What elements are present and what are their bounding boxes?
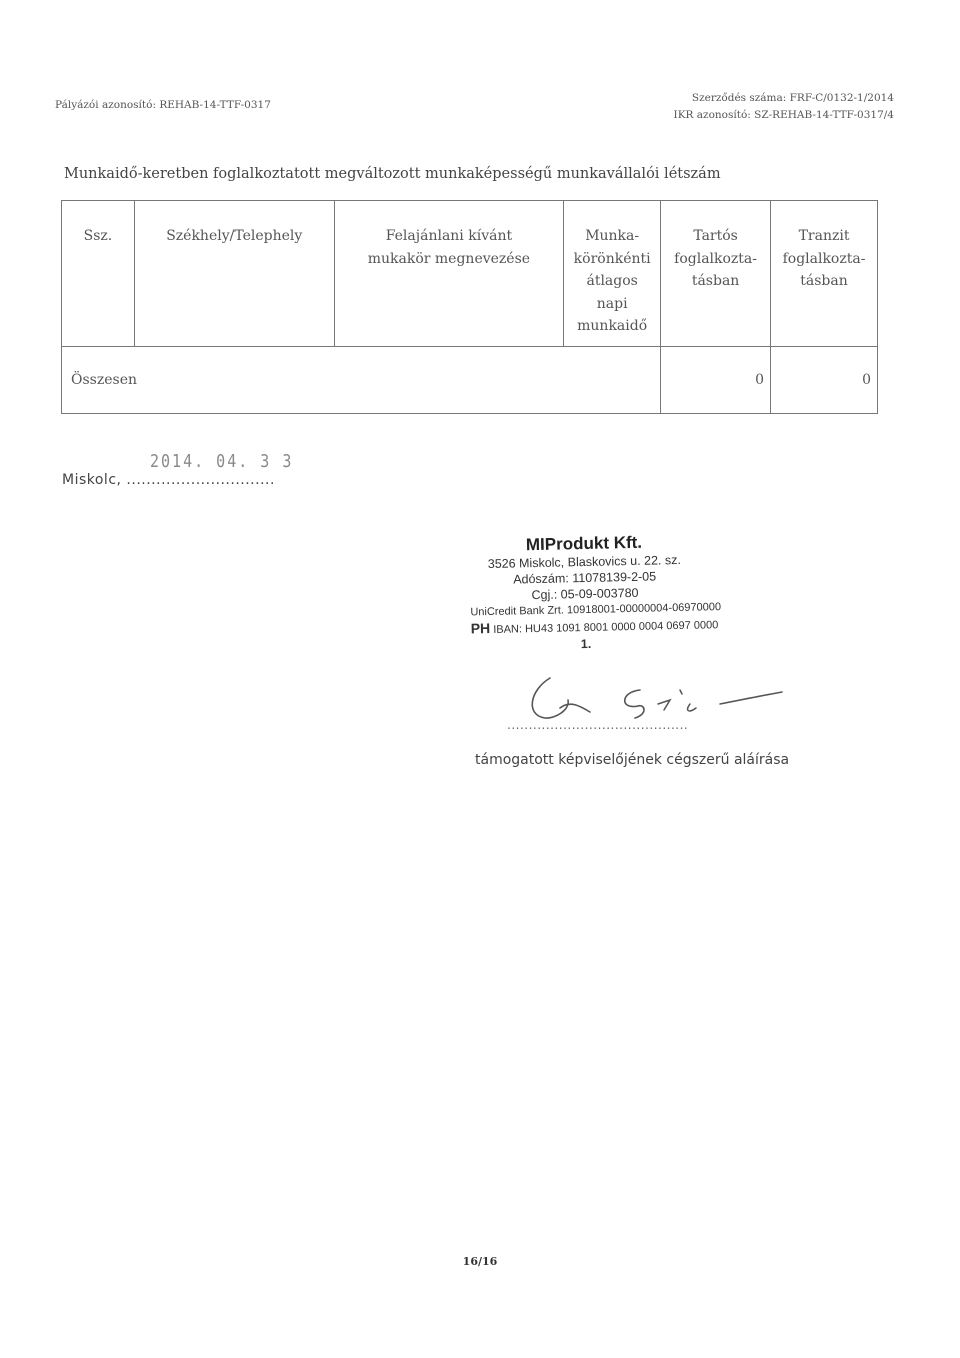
header-munkaido: Munka- körönkénti átlagos napi munkaidő	[564, 201, 661, 347]
total-tranzit: 0	[771, 347, 878, 414]
ikr-id: IKR azonosító: SZ-REHAB-14-TTF-0317/4	[673, 109, 894, 121]
stamp-iban: IBAN: HU43 1091 8001 0000 0004 0697 0000	[493, 619, 719, 636]
header-tranzit: Tranzit foglalkozta- tásban	[771, 201, 878, 347]
header-tartos: Tartós foglalkozta- tásban	[661, 201, 771, 347]
stamp-company-name: MIProdukt Kft.	[525, 532, 643, 555]
contract-info	[674, 90, 894, 124]
header-szekhely: Székhely/Telephely	[134, 201, 334, 347]
header-ssz: Ssz.	[62, 201, 135, 347]
table-total-row	[62, 347, 878, 414]
document-title: Munkaidő-keretben foglalkoztatott megváltozott munkaképességű munkavállalói létszám	[64, 166, 721, 182]
stamp-address: 3526 Miskolc, Blaskovics u. 22. sz.	[487, 552, 682, 572]
page-number: 16/16	[462, 1255, 498, 1268]
stamp-tax-number: Adószám: 11078139-2-05	[513, 569, 657, 587]
stamp-ph-mark: PH	[470, 619, 491, 637]
signature-caption: támogatott képviselőjének cégszerű aláírása	[475, 752, 790, 768]
total-label: Összesen	[62, 347, 661, 414]
place-date-line: Miskolc, ..............................	[62, 472, 275, 488]
contract-number: Szerződés száma: FRF-C/0132-1/2014	[691, 92, 894, 104]
applicant-id: Pályázói azonosító: REHAB-14-TTF-0317	[55, 99, 271, 111]
header-munkakor: Felajánlani kívánt mukakör megnevezése	[334, 201, 564, 347]
signature-line: ..........................................	[507, 718, 689, 732]
stamp-number: 1.	[580, 636, 592, 652]
table-header-row	[62, 201, 878, 347]
stamp-bank: UniCredit Bank Zrt. 10918001-00000004-06970000	[470, 601, 722, 619]
company-stamp	[469, 532, 722, 655]
stamp-registration: Cgj.: 05-09-003780	[531, 585, 639, 603]
headcount-table	[61, 200, 878, 414]
total-tartos: 0	[661, 347, 771, 414]
date-stamp: 2014. 04. 3 3	[150, 450, 294, 472]
